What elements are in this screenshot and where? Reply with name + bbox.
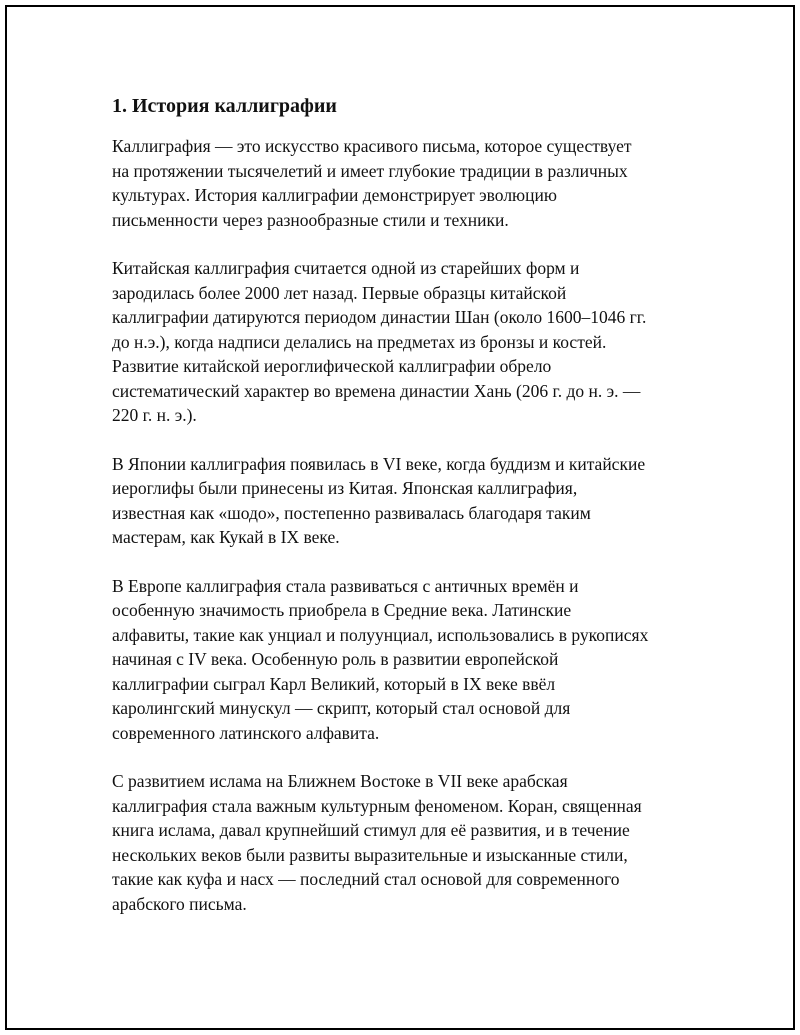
text-line: до н.э.), когда надписи делались на предметах из бронзы и костей. — [112, 331, 607, 352]
text-line: Развитие китайской иероглифической каллиграфии обрело — [112, 356, 552, 376]
paragraph-arabic — [112, 769, 702, 916]
section-heading: 1. История каллиграфии — [112, 95, 337, 117]
text-line: начиная с IV века. Особенную роль в развитии европейской — [112, 649, 559, 669]
text-line: иероглифы были принесены из Китая. Японская каллиграфия, — [112, 478, 578, 498]
text-line: известная как «шодо», постепенно развивалась благодаря таким — [112, 502, 591, 523]
text-line: на протяжении тысячелетий и имеет глубокие традиции в различных — [112, 160, 628, 181]
text-line: алфавиты, такие как унциал и полуунциал, использовались в рукописях — [112, 624, 649, 645]
document-body — [112, 92, 702, 940]
text-line: Каллиграфия — это искусство красивого письма, которое существует — [112, 136, 632, 156]
text-line: арабского письма. — [112, 893, 247, 914]
paragraph-europe — [112, 574, 702, 746]
paragraph-intro — [112, 134, 702, 232]
text-line: каролингский минускул — скрипт, который стал основой для — [112, 698, 571, 718]
text-line: В Японии каллиграфия появилась в VI веке, когда буддизм и китайские — [112, 453, 646, 474]
text-line: особенную значимость приобрела в Средние века. Латинские — [112, 600, 572, 620]
text-line: письменности через разнообразные стили и техники. — [112, 209, 509, 230]
paragraph-japan — [112, 452, 702, 550]
text-line: мастерам, как Кукай в IX веке. — [112, 527, 340, 547]
text-line: культурах. История каллиграфии демонстрирует эволюцию — [112, 185, 557, 205]
text-line: В Европе каллиграфия стала развиваться с античных времён и — [112, 575, 579, 596]
text-line: нескольких веков были развиты выразительные и изысканные стили, — [112, 844, 628, 865]
text-line: книга ислама, давал крупнейший стимул для её развития, и в течение — [112, 820, 630, 840]
text-line: Китайская каллиграфия считается одной из старейших форм и — [112, 258, 580, 278]
text-line: каллиграфии датируются периодом династии Шан (около 1600–1046 гг. — [112, 307, 647, 327]
text-line: зародилась более 2000 лет назад. Первые образцы китайской — [112, 282, 567, 303]
text-line: современного латинского алфавита. — [112, 722, 380, 743]
text-line: такие как куфа и насх — последний стал основой для современного — [112, 869, 620, 889]
text-line: каллиграфии сыграл Карл Великий, который в IX веке ввёл — [112, 673, 556, 694]
paragraph-china — [112, 256, 702, 428]
text-line: 220 г. н. э.). — [112, 405, 197, 425]
text-line: систематический характер во времена династии Хань (206 г. до н. э. — — [112, 380, 641, 401]
text-line: С развитием ислама на Ближнем Востоке в VII веке арабская — [112, 771, 568, 791]
text-line: каллиграфия стала важным культурным феноменом. Коран, священная — [112, 795, 642, 816]
